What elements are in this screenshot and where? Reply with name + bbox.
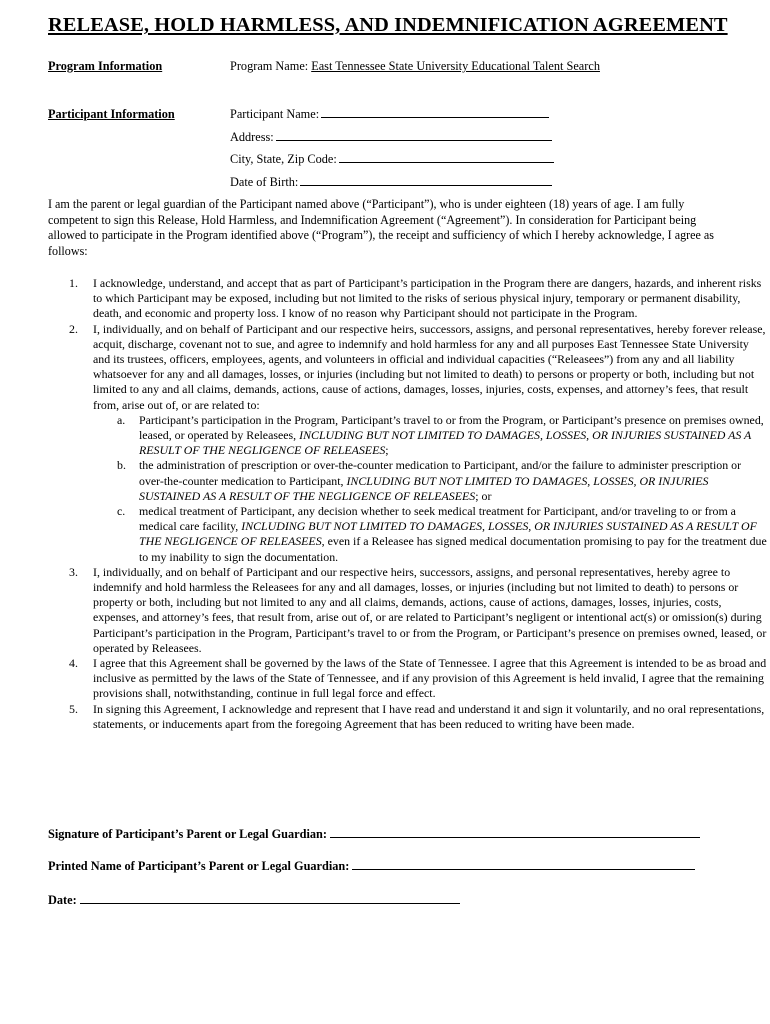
address-line[interactable] [276,130,552,141]
date-of-birth-field [230,175,552,190]
document-title: RELEASE, HOLD HARMLESS, AND INDEMNIFICATION AGREEMENT [48,14,728,36]
sub-clause-tail: ; [385,443,389,458]
date-of-birth-line[interactable] [300,175,552,186]
guardian-printed-name-label: Printed Name of Participant’s Parent or Legal Guardian: [48,859,350,873]
guardian-signature-label: Signature of Participant’s Parent or Legal Guardian: [48,827,327,841]
date-label: Date: [48,893,77,907]
participant-name-line[interactable] [321,107,549,118]
city-state-zip-line[interactable] [339,152,554,163]
sub-clause-emphasis: INCLUDING BUT NOT LIMITED TO DAMAGES, LOSSES, OR INJURIES SUSTAINED AS A RESULT OF THE NEGLIGENCE OF RELEASEES [139,428,752,458]
clause-number: 5. [69,701,78,716]
sub-clause-item [117,412,768,459]
sub-clause-item [117,504,768,565]
clause-item [69,564,768,656]
clause-text: I, individually, and on behalf of Participant and our respective heirs, successors, assigns, and personal representatives, hereby agree to indemnify and hold harmless the Releasees for any and all damages, losses, or injuries (including but not limited to death) to persons or property or both, including but not limited to any and all claims, demands, actions, cause of actions, damages, losses, injuries, costs, expenses, and attorney’s fees, that result from, arise out of, or are related to Participant’s negligent or intentional act(s) or omission(s) during Participant’s participation in the Program, Participant’s travel to or from the Program, or Participant’s presence on premises owned, leased, or operated by Releasees. [93,564,767,655]
sub-clause-letter: b. [117,458,126,473]
clause-text: I acknowledge, understand, and accept that as part of Participant’s participation in the Program there are dangers, hazards, and inherent risks to which Participant may be exposed, including but not limited to the risks of serious physical injury, temporary or permanent disability, death, and economic and property loss. I know of no reason why Participant should not participate in the Program. [93,276,762,321]
address-field [230,130,552,145]
clause-item [69,276,768,322]
clause-item [69,656,768,702]
participant-name-field [230,107,549,122]
sub-clause-list [93,413,768,565]
date-line[interactable] [80,892,460,904]
program-name-value: East Tennessee State University Educational Talent Search [311,59,600,73]
program-name-label: Program Name: [230,59,309,73]
sub-clause-emphasis: INCLUDING BUT NOT LIMITED TO DAMAGES, LOSSES, OR INJURIES SUSTAINED AS A RESULT OF THE NEGLIGENCE OF RELEASEES [139,519,757,549]
sub-clause-text: Participant’s participation in the Program, Participant’s travel to or from the Program, or Participant’s presence on premises owned, leased, or operated by Releasees, [139,412,764,443]
program-information-heading: Program Information [48,59,163,73]
sub-clause-letter: a. [117,412,126,427]
clause-number: 3. [69,564,78,579]
clause-number: 4. [69,656,78,671]
program-name-field [230,59,600,74]
sub-clause-letter: c. [117,504,126,519]
date-row [48,892,460,908]
guardian-printed-name-line[interactable] [352,858,695,870]
clause-text: I, individually, and on behalf of Participant and our respective heirs, successors, assigns, and personal representatives, hereby forever release, acquit, discharge, covenant not to sue, and agree to indemnify and hold harmless for any and all purposes East Tennessee State University and its trustees, officers, employees, agents, and volunteers in official and individual capacities (“Releasees”) from any and all liability whatsoever for any and all damages, losses, or injuries (including but not limited to death) to persons or property or both, including but not limited to any and all claims, demands, actions, cause of actions, damages, losses, injuries, costs, expenses, and attorney’s fees, that result from, arise out of, or are related to: [93,321,766,412]
participant-name-label: Participant Name: [230,107,320,121]
sub-clause-emphasis: INCLUDING BUT NOT LIMITED TO DAMAGES, LOSSES, OR INJURIES SUSTAINED AS A RESULT OF THE NEGLIGENCE OF RELEASEES [139,473,709,503]
city-state-zip-label: City, State, Zip Code: [230,152,337,166]
sub-clause-text: medical treatment of Participant, any decision whether to seek medical treatment for Participant, and/or traveling to or from a medical care facility, [139,504,736,534]
guardian-printed-name-row [48,858,695,874]
clause-text: I agree that this Agreement shall be governed by the laws of the State of Tennessee. I agree that this Agreement is intended to be as broad and inclusive as permitted by the laws of the State of Tennessee, and if any provision of this Agreement is held invalid, I agree that the remaining provisions shall, notwithstanding, continue in full legal force and effect. [93,656,767,701]
intro-paragraph: I am the parent or legal guardian of the Participant named above (“Participant”), who is under eighteen (18) years of age. I am fully competent to sign this Release, Hold Harmless, and Indemnification Agreement (“Agreement”). In consideration for Participant being allowed to participate in the Program identified above (“Program”), the receipt and sufficiency of which I hereby acknowledge, I agree as follows: [48,197,715,258]
guardian-signature-line[interactable] [330,826,700,838]
clause-list [48,276,768,732]
sub-clause-tail: , even if a Releasee has signed medical documentation promising to pay for the treatment due to my inability to sign the documentation. [139,534,767,564]
clause-number: 2. [69,321,78,336]
sub-clause-item [117,458,768,504]
clause-item [69,701,768,732]
participant-information-heading: Participant Information [48,107,175,121]
clause-text: In signing this Agreement, I acknowledge and represent that I have read and understand it and sign it voluntarily, and no oral representations, statements, or inducements apart from the foregoing Agreement that has been reduced to writing have been made. [93,701,765,731]
guardian-signature-row [48,826,700,842]
clause-number: 1. [69,276,78,290]
city-state-zip-field [230,152,554,167]
sub-clause-tail: ; or [475,488,492,503]
address-label: Address: [230,130,274,144]
clause-item [69,321,768,565]
sub-clause-text: the administration of prescription or over-the-counter medication to Participant, and/or the failure to administer prescription or over-the-counter medication to Participant, [139,458,742,488]
date-of-birth-label: Date of Birth: [230,175,299,189]
